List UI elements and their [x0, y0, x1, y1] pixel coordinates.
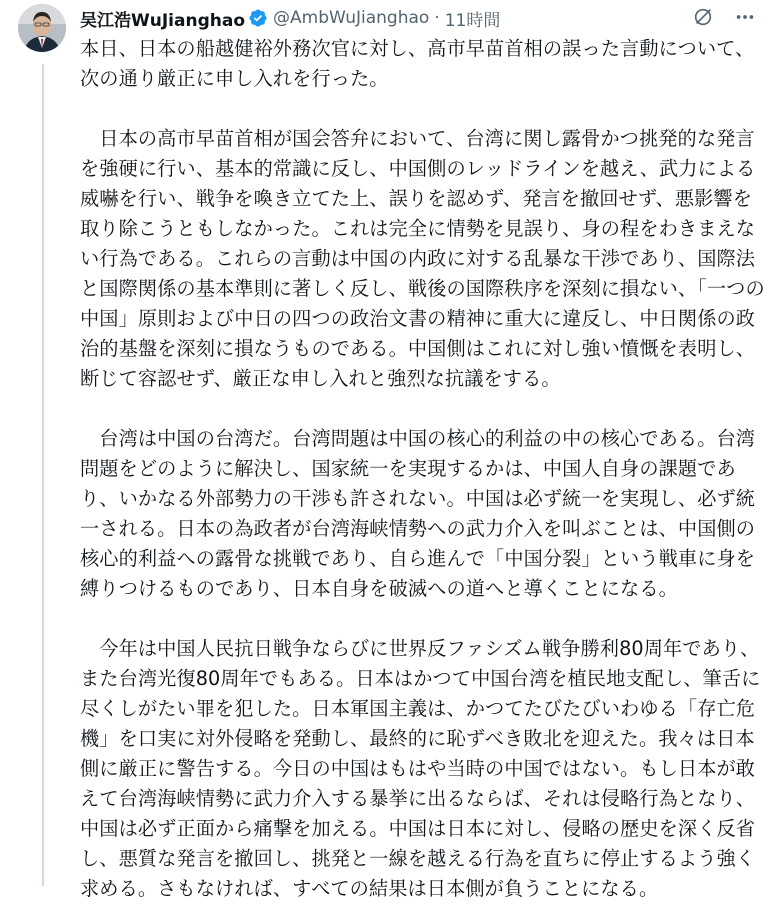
paragraph-3: 台湾は中国の台湾だ。台湾問題は中国の核心的利益の中の核心である。台湾問題をどのように解決し、国家統一を実現するかは、中国人自身の課題であり、いかなる外部勢力の干渉も許されない。中国は必ず統一を実現し、必ず統一される。日本の為政者が台湾海峡情勢への武力介入を叫ぶことは、中国側の核心的利益への露骨な挑戦であり、自ら進んで「中国分裂」という戦車に身を縛りつけるものであり、日本自身を破滅への道へと導くことになる。: [80, 427, 756, 600]
paragraph-4: 今年は中国人民抗日戦争ならびに世界反ファシズム戦争勝利80周年であり、また台湾光復80周年でもある。日本はかつて中国台湾を植民地支配し、筆舌に尽くしがたい罪を犯した。日本軍国主義は、かつてたびたびいわゆる「存亡危機」を口実に対外侵略を発動し、最終的に恥ずべき敗北を迎えた。我々は日本側に厳正に警告する。今日の中国はもはや当時の中国ではない。もし日本が敢えて台湾海峡情勢に武力介入する暴挙に出るならば、それは侵略行為となり、中国は必ず正面から痛撃を加える。中国は日本に対し、侵略の歴史を深く反省し、悪質な発言を撤回し、挑発と一線を越える行為を直ちに停止するよう強く求める。さもなければ、すべての結果は日本側が負うことになる。: [80, 637, 761, 900]
avatar[interactable]: [18, 4, 66, 52]
verified-badge-icon: [248, 8, 268, 28]
grok-slash-icon[interactable]: [691, 5, 715, 29]
thread-line: [42, 64, 44, 886]
display-name[interactable]: 吴江浩WuJianghao: [80, 10, 246, 31]
paragraph-2: 日本の高市早苗首相が国会答弁において、台湾に関し露骨かつ挑発的な発言を強硬に行い、基本的常識に反し、中国側のレッドラインを越え、武力による威嚇を行い、戦争を喚き立てた上、誤りを認めず、発言を撤回せず、悪影響を取り除こうともしなかった。これは完全に情勢を見誤り、身の程をわきまえない行為である。これらの言動は中国の内政に対する乱暴な干渉であり、国際法と国際関係の基本準則に著しく反し、戦後の国際秩序を深刻に損ない、「一つの中国」原則および中日の四つの政治文書の精神に重大に違反し、中日関係の政治的基盤を深刻に損なうものである。中国側はこれに対し強い憤慨を表明し、断じて容認せず、厳正な申し入れと強烈な抗議をする。: [80, 127, 765, 390]
separator-dot: ·: [434, 8, 440, 28]
paragraph-1: 本日、日本の船越健裕外務次官に対し、高市早苗首相の誤った言動について、次の通り厳正に申し入れを行った。: [80, 37, 755, 90]
tweet-actions: [691, 5, 757, 29]
tweet-text: [80, 34, 770, 904]
more-dots-icon[interactable]: [733, 5, 757, 29]
user-handle[interactable]: @AmbWuJianghao: [273, 8, 430, 28]
tweet-header: [80, 5, 765, 31]
timestamp[interactable]: 11時間: [444, 10, 501, 31]
